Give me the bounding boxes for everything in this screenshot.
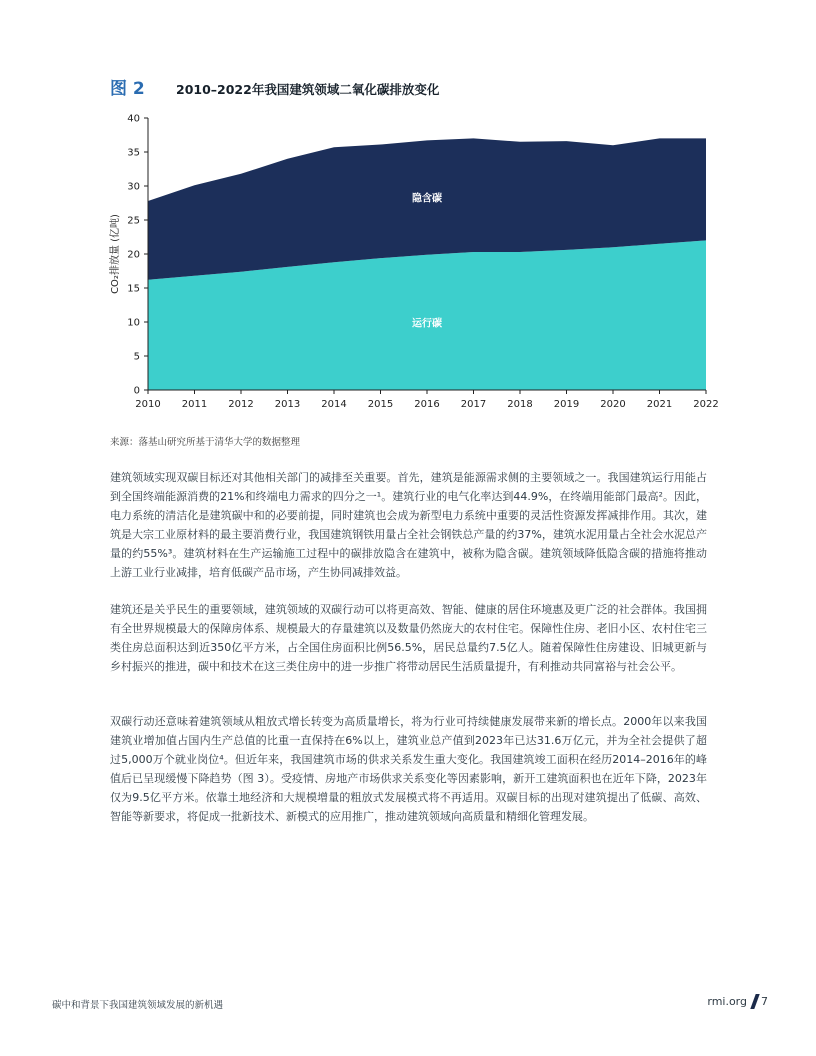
x-tick-label: 2018 (507, 399, 533, 410)
y-axis-title: CO₂排放量 (亿吨) (110, 214, 121, 294)
y-tick-label: 0 (133, 385, 140, 397)
x-tick-label: 2015 (367, 399, 394, 410)
y-tick-label: 5 (133, 351, 140, 363)
y-tick-label: 40 (127, 113, 140, 125)
footer-page-info (707, 994, 768, 1009)
page-number: 7 (761, 995, 768, 1008)
y-tick-label: 35 (127, 147, 140, 159)
figure-title: 2010–2022年我国建筑领域二氧化碳排放变化 (176, 82, 440, 97)
figure-label: 图 2 (110, 79, 145, 99)
x-tick-label: 2019 (553, 399, 580, 410)
body-paragraph-2: 建筑还是关乎民生的重要领域，建筑领域的双碳行动可以将更高效、智能、健康的居住环境惠及更广泛的社会群体。我国拥有全世界规模最大的保障房体系、规模最大的存量建筑以及数量仍然庞大的农村住宅。保障性住房、老旧小区、农村住宅三类住房总面积达到近350亿平方米，占全国住房面积比例56.5%，居民总量约7.5亿人。随着保障性住房建设、旧城更新与乡村振兴的推进，碳中和技术在这三类住房中的进一步推广将带动居民生活质量提升，有利推动共同富裕与社会公平。 (110, 603, 707, 673)
series-label-1: 运行碳 (412, 318, 442, 330)
x-tick-label: 2014 (321, 399, 347, 410)
footer-report-title: 碳中和背景下我国建筑领域发展的新机遇 (52, 1000, 224, 1011)
x-tick-label: 2011 (181, 399, 208, 410)
x-tick-label: 2020 (600, 399, 626, 410)
y-tick-label: 15 (127, 283, 140, 295)
body-paragraph-1: 建筑领域实现双碳目标还对其他相关部门的减排至关重要。首先，建筑是能源需求侧的主要领域之一。我国建筑运行用能占到全国终端能源消费的21%和终端电力需求的四分之一¹。建筑行业的电气化率达到44.9%，在终端用能部门最高²。因此，电力系统的清洁化是建筑碳中和的必要前提，同时建筑也会成为新型电力系统中重要的灵活性资源发挥减排作用。其次，建筑是大宗工业原材料的最主要消费行业，我国建筑钢铁用量占全社会钢铁总产量的约37%，建筑水泥用量占全社会水泥总产量的约55%³。建筑材料在生产运输施工过程中的碳排放隐含在建筑中，被称为隐含碳。建筑领域降低隐含碳的措施将推动上游工业行业减排，培育低碳产品市场，产生协同减排效益。 (110, 471, 707, 579)
y-tick-label: 25 (127, 215, 140, 227)
x-tick-label: 2017 (460, 399, 487, 410)
body-paragraph-3: 双碳行动还意味着建筑领域从粗放式增长转变为高质量增长，将为行业可持续健康发展带来新的增长点。2000年以来我国建筑业增加值占国内生产总值的比重一直保持在6%以上，建筑业总产值到2023年已达31.6万亿元，并为全社会提供了超过5,000万个就业岗位⁴。但近年来，我国建筑市场的供求关系发生重大变化。我国建筑竣工面积在经历2014–2016年的峰值后已呈现缓慢下降趋势（图 3）。受疫情、房地产市场供求关系变化等因素影响，新开工建筑面积也在近年下降，2023年仅为9.5亿平方米。依靠土地经济和大规模增量的粗放式发展模式将不再适用。双碳目标的出现对建筑提出了低碳、高效、智能等新要求，将促成一批新技术、新模式的应用推广，推动建筑领域向高质量和精细化管理发展。 (110, 715, 707, 823)
y-tick-label: 30 (127, 181, 140, 193)
x-tick-label: 2022 (693, 399, 719, 410)
y-tick-label: 10 (127, 317, 140, 329)
series-label-2: 隐含碳 (412, 193, 442, 205)
slash-divider-icon (750, 994, 759, 1009)
footer-site-link[interactable]: rmi.org (707, 995, 747, 1008)
x-tick-label: 2016 (414, 399, 440, 410)
figure-source: 来源：落基山研究所基于清华大学的数据整理 (110, 437, 301, 448)
x-tick-label: 2021 (646, 399, 673, 410)
x-tick-label: 2013 (274, 399, 301, 410)
x-tick-label: 2012 (228, 399, 254, 410)
figure-header (110, 74, 439, 99)
y-tick-label: 20 (127, 249, 140, 261)
stacked-area-chart (104, 108, 729, 418)
x-tick-label: 2010 (135, 399, 161, 410)
